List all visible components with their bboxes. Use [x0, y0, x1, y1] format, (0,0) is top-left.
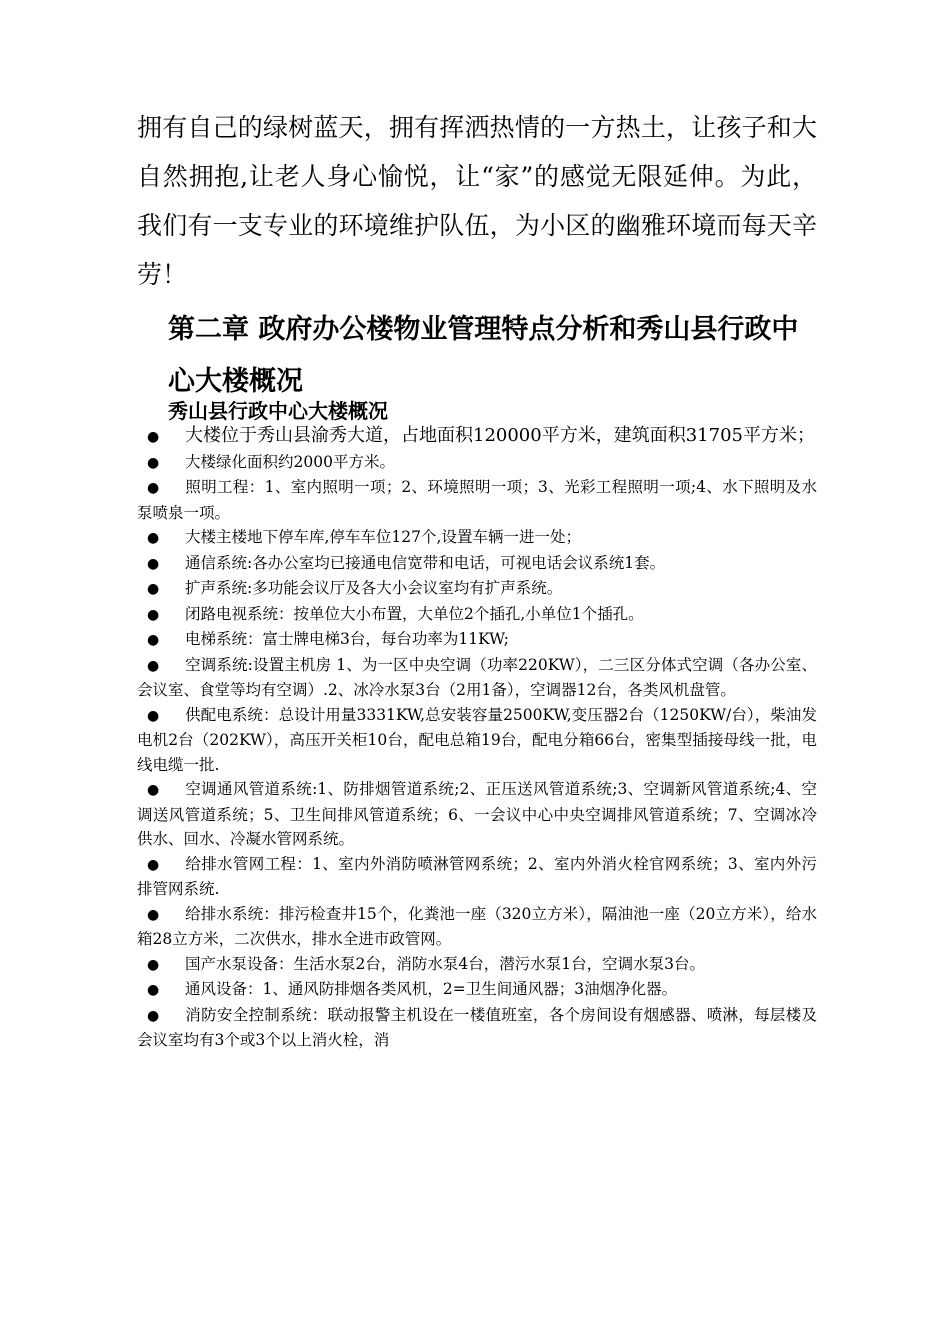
bullet-icon: ●	[147, 657, 160, 674]
list-item-text: 消防安全控制系统：联动报警主机设在一楼值班室，各个房间设有烟感器、喷淋，每层楼及会议室均有3个或3个以上消火栓，消	[137, 1005, 817, 1049]
list-item	[137, 952, 817, 978]
list-item-text: 给排水管网工程：1、室内外消防喷淋管网系统；2、室内外消火栓官网系统；3、室内外污排管网系统.	[137, 854, 817, 898]
list-item	[137, 902, 817, 952]
bullet-icon: ●	[147, 707, 160, 724]
list-item-text: 国产水泵设备：生活水泵2台，消防水泵4台，潜污水泵1台，空调水泵3台。	[185, 954, 705, 973]
bullet-icon: ●	[147, 982, 160, 998]
list-item-text: 供配电系统：总设计用量3331KW,总安装容量2500KW,变压器2台（1250KW/台），柴油发电机2台（202KW），高压开关柜10台，配电总箱19台，配电分箱66台，密集型插接母线一批，电线电缆一批.	[137, 705, 817, 774]
facility-list	[137, 424, 817, 1053]
bullet-icon: ●	[147, 429, 160, 445]
bullet-icon: ●	[147, 632, 160, 648]
bullet-icon: ●	[147, 1007, 160, 1024]
list-item-text: 给排水系统：排污检查井15个，化粪池一座（320立方米），隔油池一座（20立方米），给水箱28立方米，二次供水，排水全进市政管网。	[137, 904, 817, 948]
list-item	[137, 576, 817, 602]
list-item	[137, 1003, 817, 1053]
bullet-icon: ●	[147, 956, 160, 973]
bullet-icon: ●	[147, 555, 160, 572]
list-item	[137, 424, 817, 450]
bullet-icon: ●	[147, 454, 160, 471]
list-item-text: 闭路电视系统：按单位大小布置，大单位2个插孔,小单位1个插孔。	[185, 604, 644, 623]
bullet-icon: ●	[147, 782, 160, 798]
list-item-text: 通信系统:各办公室均已接通电信宽带和电话，可视电话会议系统1套。	[185, 553, 666, 572]
list-item	[137, 777, 817, 852]
bullet-icon: ●	[147, 906, 160, 923]
list-item	[137, 475, 817, 525]
bullet-icon: ●	[147, 530, 160, 546]
list-item-text: 大楼位于秀山县渝秀大道，占地面积120000平方米，建筑面积31705平方米；	[185, 425, 815, 446]
bullet-icon: ●	[147, 480, 160, 496]
list-item-text: 大楼绿化面积约2000平方米。	[185, 452, 395, 471]
list-item-text: 电梯系统：富士牌电梯3台，每台功率为11KW;	[185, 630, 509, 648]
list-item	[137, 977, 817, 1003]
list-item	[137, 627, 817, 653]
list-item-text: 照明工程：1、室内照明一项；2、环境照明一项；3、光彩工程照明一项;4、水下照明及水泵喷泉一项。	[137, 478, 817, 522]
list-item	[137, 551, 817, 577]
chapter-title: 第二章 政府办公楼物业管理特点分析和秀山县行政中心大楼概况	[168, 314, 799, 397]
list-item-text: 大楼主楼地下停车库,停车车位127个,设置车辆一进一处；	[185, 528, 581, 546]
list-item	[137, 525, 817, 551]
bullet-icon: ●	[147, 856, 160, 873]
list-item-text: 空调通风管道系统:1、防排烟管道系统;2、正压送风管道系统;3、空调新风管道系统;4、空调送风管道系统；5、卫生间排风管道系统；6、一会议中心中央空调排风管道系统；7、空调冰冷供水、回水、冷凝水管网系统。	[137, 780, 817, 848]
list-item	[137, 602, 817, 628]
intro-paragraph: 拥有自己的绿树蓝天，拥有挥洒热情的一方热土，让孩子和大自然拥抱,让老人身心愉悦，让“家”的感觉无限延伸。为此，我们有一支专业的环境维护队伍，为小区的幽雅环境而每天辛劳！	[137, 113, 817, 289]
list-item	[137, 653, 817, 703]
section-title: 秀山县行政中心大楼概况	[168, 399, 388, 423]
bullet-icon: ●	[147, 581, 160, 597]
list-item	[137, 703, 817, 778]
list-item-text: 扩声系统:多功能会议厅及各大小会议室均有扩声系统。	[185, 579, 563, 597]
list-item	[137, 852, 817, 902]
list-item	[137, 450, 817, 476]
bullet-icon: ●	[147, 606, 160, 623]
list-item-text: 空调系统:设置主机房 1、为一区中央空调（功率220KW），二三区分体式空调（各办公室、会议室、食堂等均有空调）.2、冰冷水泵3台（2用1备），空调器12台，各类风机盘管。	[137, 655, 817, 699]
list-item-text: 通风设备：1、通风防排烟各类风机，2=卫生间通风器；3油烟净化器。	[185, 980, 678, 998]
